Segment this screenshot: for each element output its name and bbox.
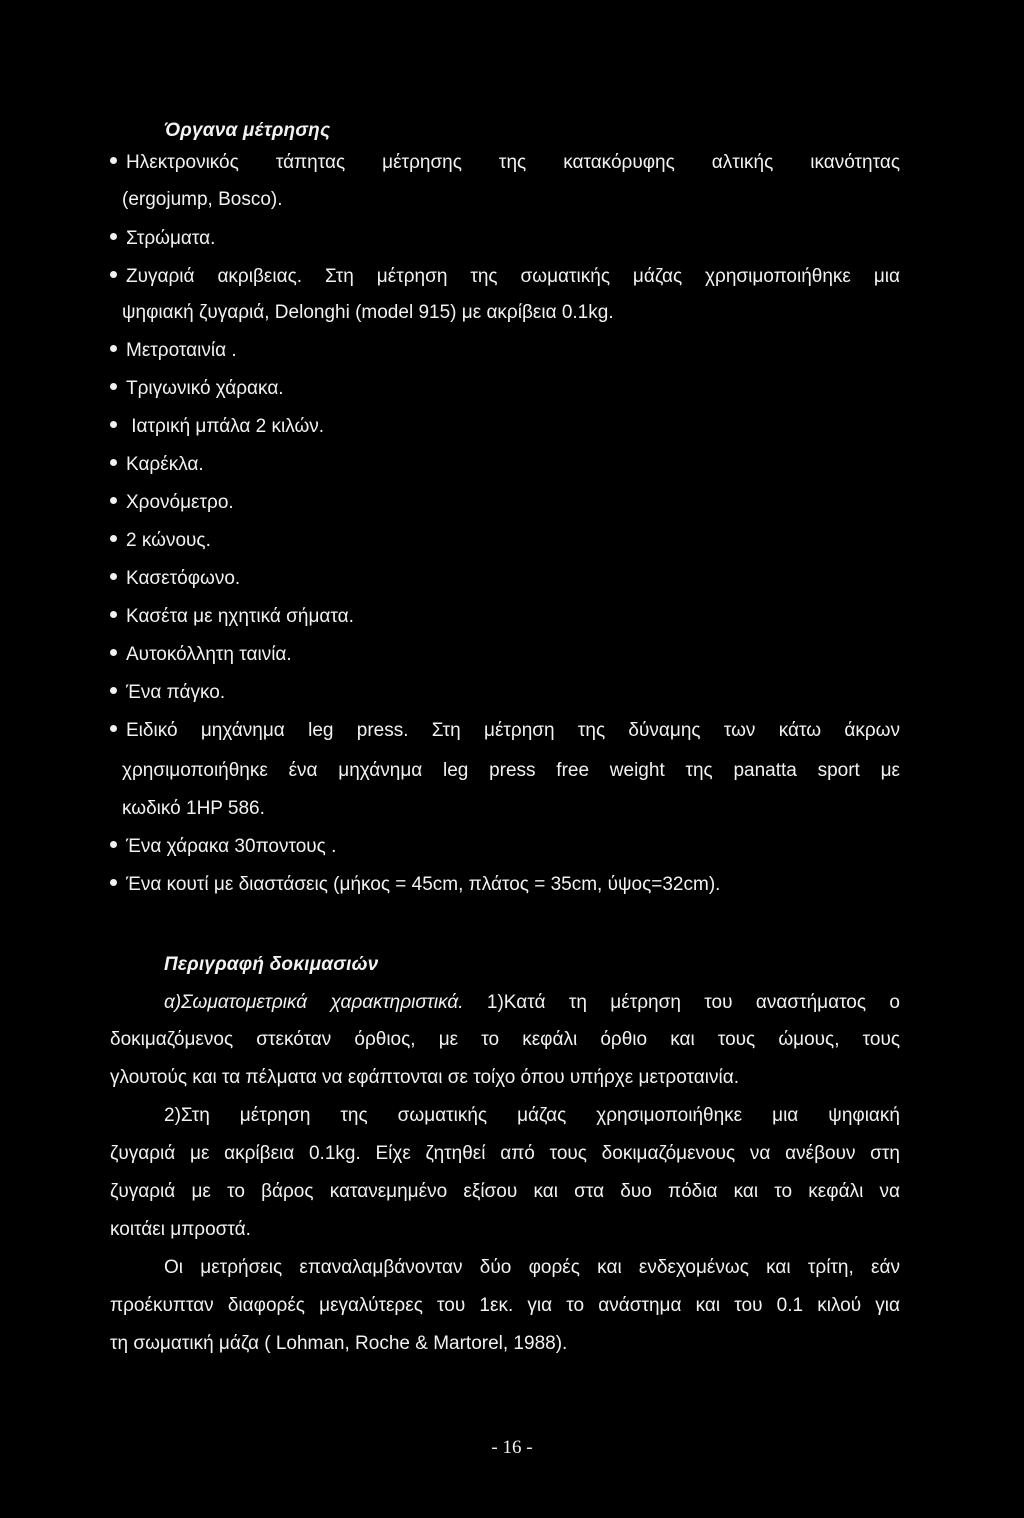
paragraph-line: ζυγαριά με το βάρος κατανεμημένο εξίσου και στα δυο πόδια και το κεφάλι να xyxy=(110,1181,900,1202)
paragraph-line: Οι μετρήσεις επαναλαμβάνονταν δύο φορές και ενδεχομένως και τρίτη, εάν xyxy=(164,1257,900,1278)
list-item-continuation: (ergojump, Bosco). xyxy=(122,189,283,210)
list-item-continuation: ψηφιακή ζυγαριά, Delonghi (model 915) με ακρίβεια 0.1kg. xyxy=(122,302,614,323)
list-item: Τριγωνικό χάρακα. xyxy=(110,378,900,400)
bullet-icon xyxy=(110,725,117,732)
bullet-icon xyxy=(110,345,117,352)
subheading-anthropometric: α)Σωματομετρικά χαρακτηριστικά. xyxy=(164,992,464,1013)
page-number: - 16 - xyxy=(491,1437,533,1458)
list-item: Ένα κουτί με διαστάσεις (μήκος = 45cm, πλάτος = 35cm, ύψος=32cm). xyxy=(110,874,900,896)
list-item: Αυτοκόλλητη ταινία. xyxy=(110,644,900,666)
list-item: 2 κώνους. xyxy=(110,530,900,552)
list-item: Ειδικό μηχάνημα leg press. Στη μέτρηση της δύναμης των κάτω άκρων xyxy=(110,720,900,742)
list-item: Χρονόμετρο. xyxy=(110,492,900,514)
bullet-icon xyxy=(110,421,117,428)
list-item: Κασετόφωνο. xyxy=(110,568,900,590)
bullet-icon xyxy=(110,233,117,240)
list-item: Ιατρική μπάλα 2 κιλών. xyxy=(110,416,900,438)
paragraph-line: ζυγαριά με ακρίβεια 0.1kg. Είχε ζητηθεί από τους δοκιμαζόμενους να ανέβουν στη xyxy=(110,1143,900,1164)
paragraph-line: 2)Στη μέτρηση της σωματικής μάζας χρησιμοποιήθηκε μια ψηφιακή xyxy=(164,1105,900,1126)
list-item: Μετροταινία . xyxy=(110,340,900,362)
paragraph-line: α)Σωματομετρικά χαρακτηριστικά. 1)Κατά τη μέτρηση του αναστήματος ο xyxy=(164,992,900,1013)
bullet-icon xyxy=(110,649,117,656)
section-heading-test-description: Περιγραφή δοκιμασιών xyxy=(164,954,379,975)
list-item: Στρώματα. xyxy=(110,228,900,250)
bullet-icon xyxy=(110,611,117,618)
list-item-continuation: κωδικό 1HP 586. xyxy=(122,798,265,819)
bullet-icon xyxy=(110,459,117,466)
bullet-icon xyxy=(110,573,117,580)
paragraph-line: τη σωματική μάζα ( Lohman, Roche & Martorel, 1988). xyxy=(110,1333,568,1354)
section-heading-instruments: Όργανα μέτρησης xyxy=(164,120,331,141)
bullet-icon xyxy=(110,497,117,504)
bullet-icon xyxy=(110,687,117,694)
bullet-icon xyxy=(110,879,117,886)
bullet-icon xyxy=(110,157,117,164)
bullet-icon xyxy=(110,841,117,848)
paragraph-line: δοκιμαζόμενος στεκόταν όρθιος, με το κεφάλι όρθιο και τους ώμους, τους xyxy=(110,1029,900,1050)
paragraph-line: γλουτούς και τα πέλματα να εφάπτονται σε τοίχο όπου υπήρχε μετροταινία. xyxy=(110,1067,739,1088)
bullet-icon xyxy=(110,271,117,278)
list-item: Ένα χάρακα 30ποντους . xyxy=(110,836,900,858)
list-item: Ένα πάγκο. xyxy=(110,682,900,704)
list-item-continuation: χρησιμοποιήθηκε ένα μηχάνημα leg press free weight της panatta sport με xyxy=(122,760,900,781)
list-item: Κασέτα με ηχητικά σήματα. xyxy=(110,606,900,628)
paragraph-line: κοιτάει μπροστά. xyxy=(110,1219,251,1240)
list-item: Καρέκλα. xyxy=(110,454,900,476)
list-item: Ηλεκτρονικός τάπητας μέτρησης της κατακόρυφης αλτικής ικανότητας xyxy=(110,152,900,174)
list-item: Ζυγαριά ακριβειας. Στη μέτρηση της σωματικής μάζας χρησιμοποιήθηκε μια xyxy=(110,266,900,288)
bullet-icon xyxy=(110,383,117,390)
paragraph-line: προέκυπταν διαφορές μεγαλύτερες του 1εκ. για το ανάστημα και του 0.1 κιλού για xyxy=(110,1295,900,1316)
bullet-icon xyxy=(110,535,117,542)
